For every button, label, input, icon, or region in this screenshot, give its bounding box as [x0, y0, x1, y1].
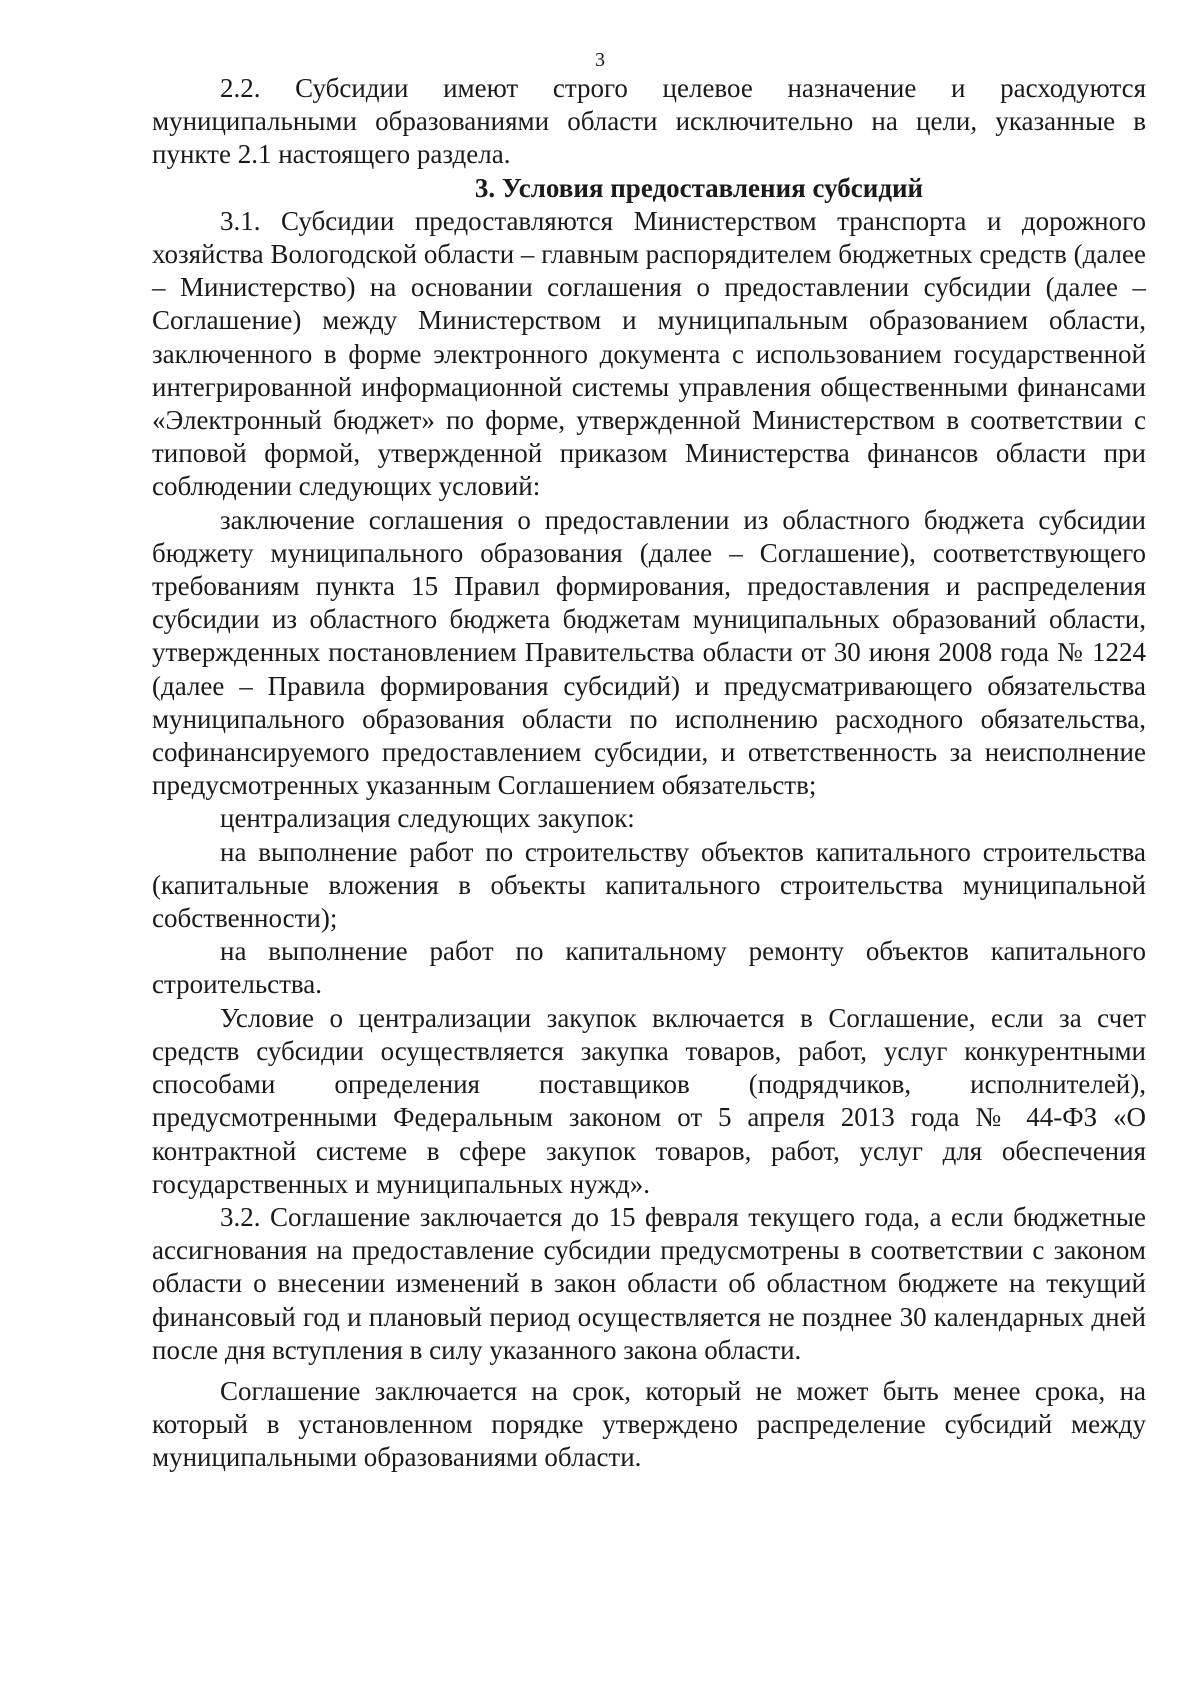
- paragraph-centralization: централизация следующих закупок:: [220, 803, 635, 834]
- paragraph-construction: на выполнение работ по строительству объектов капитального строительства (капитальные вложения в объекты капитального строительства муниципальной собственности);: [152, 836, 1146, 934]
- paragraph-condition: Условие о централизации закупок включается в Соглашение, если за счет средств субсидии осуществляется закупка товаров, работ, услуг конкурентными способами определения поставщиков (подрядчиков, исполнителей), предусмотренными Федеральным законом от 5 апреля 2013 года № 44-ФЗ «О контрактной системе в сфере закупок товаров, работ, услуг для обеспечения государственных и муниципальных нужд».: [152, 1002, 1146, 1199]
- paragraph-term: Соглашение заключается на срок, который не может быть менее срока, на который в установленном порядке утверждено распределение субсидий между муниципальными образованиями области.: [152, 1375, 1146, 1473]
- paragraph-3-2: 3.2. Соглашение заключается до 15 февраля текущего года, а если бюджетные ассигнования на предоставление субсидии предусмотрены в соответствии с законом области о внесении изменений в закон области об областном бюджете на текущий финансовый год и плановый период осуществляется не позднее 30 календарных дней после дня вступления в силу указанного закона области.: [152, 1201, 1146, 1365]
- section-heading: 3. Условия предоставления субсидий: [474, 172, 924, 203]
- paragraph-3-1: 3.1. Субсидии предоставляются Министерством транспорта и дорожного хозяйства Вологодской области – главным распорядителем бюджетных средств (далее – Министерство) на основании соглашения о предоставлении субсидии (далее – Соглашение) между Министерством и муниципальным образованием области, заключенного в форме электронного документа с использованием государственной интегрированной информационной системы управления общественными финансами «Электронный бюджет» по форме, утвержденной Министерством в соответствии с типовой формой, утвержденной приказом Министерства финансов области при соблюдении следующих условий:: [152, 205, 1146, 502]
- paragraph-2-2: 2.2. Субсидии имеют строго целевое назначение и расходуются муниципальными образованиями области исключительно на цели, указанные в пункте 2.1 настоящего раздела.: [152, 73, 1146, 170]
- paragraph-conclusion: заключение соглашения о предоставлении из областного бюджета субсидии бюджету муниципального образования (далее – Соглашение), соответствующего требованиям пункта 15 Правил формирования, предоставления и распределения субсидии из областного бюджета бюджетам муниципальных образований области, утвержденных постановлением Правительства области от 30 июня 2008 года № 1224 (далее – Правила формирования субсидий) и предусматривающего обязательства муниципального образования области по исполнению расходного обязательства, софинансируемого предоставлением субсидии, и ответственность за неисполнение предусмотренных указанным Соглашением обязательств;: [152, 504, 1146, 801]
- document-body: [152, 72, 1146, 1475]
- page-number: 3: [595, 49, 605, 71]
- paragraph-repair: на выполнение работ по капитальному ремонту объектов капитального строительства.: [152, 936, 1146, 1000]
